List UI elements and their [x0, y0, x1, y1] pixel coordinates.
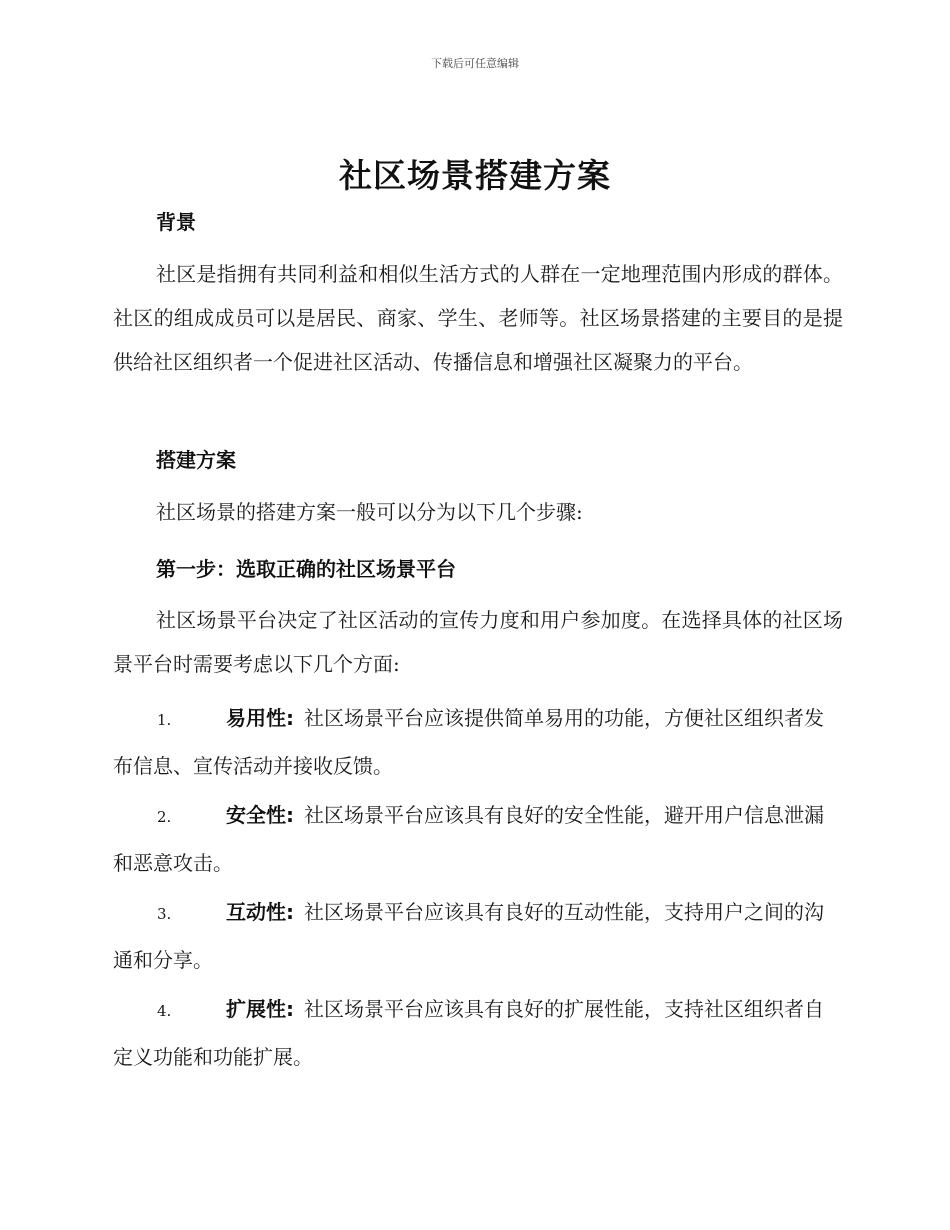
list-item	[113, 986, 843, 1080]
list-item-text: 社区场景平台应该具有良好的安全性能，避开用户信息泄漏和恶意攻击。	[113, 803, 824, 875]
plan-intro-paragraph: 社区场景的搭建方案一般可以分为以下几个步骤:	[156, 500, 583, 524]
list-item-term: 安全性:	[226, 803, 294, 827]
list-item-term: 互动性:	[226, 900, 294, 924]
list-item-text: 社区场景平台应该具有良好的扩展性能，支持社区组织者自定义功能和功能扩展。	[113, 997, 824, 1069]
list-item	[113, 792, 843, 886]
document-title: 社区场景搭建方案	[339, 156, 611, 195]
list-item-number: 2.	[157, 808, 172, 826]
section-heading-plan: 搭建方案	[156, 448, 236, 472]
page-header-note: 下载后可任意编辑	[431, 57, 519, 70]
step1-heading: 第一步：选取正确的社区场景平台	[156, 557, 456, 581]
list-item-number: 4.	[157, 1002, 172, 1020]
step1-paragraph: 社区场景平台决定了社区活动的宣传力度和用户参加度。在选择具体的社区场景平台时需要考虑以下几个方面:	[113, 608, 843, 676]
section-heading-background: 背景	[156, 210, 196, 234]
list-item-number: 3.	[157, 905, 172, 923]
list-item-number: 1.	[157, 711, 172, 729]
list-item	[113, 695, 843, 789]
list-item-term: 扩展性:	[226, 997, 294, 1021]
list-item-term: 易用性:	[226, 706, 294, 730]
list-item-text: 社区场景平台应该具有良好的互动性能，支持用户之间的沟通和分享。	[113, 900, 824, 972]
background-paragraph: 社区是指拥有共同利益和相似生活方式的人群在一定地理范围内形成的群体。社区的组成成员可以是居民、商家、学生、老师等。社区场景搭建的主要目的是提供给社区组织者一个促进社区活动、传播信息和增强社区凝聚力的平台。	[113, 262, 843, 374]
list-item	[113, 889, 843, 983]
list-item-text: 社区场景平台应该提供简单易用的功能，方便社区组织者发布信息、宣传活动并接收反馈。	[113, 706, 824, 778]
